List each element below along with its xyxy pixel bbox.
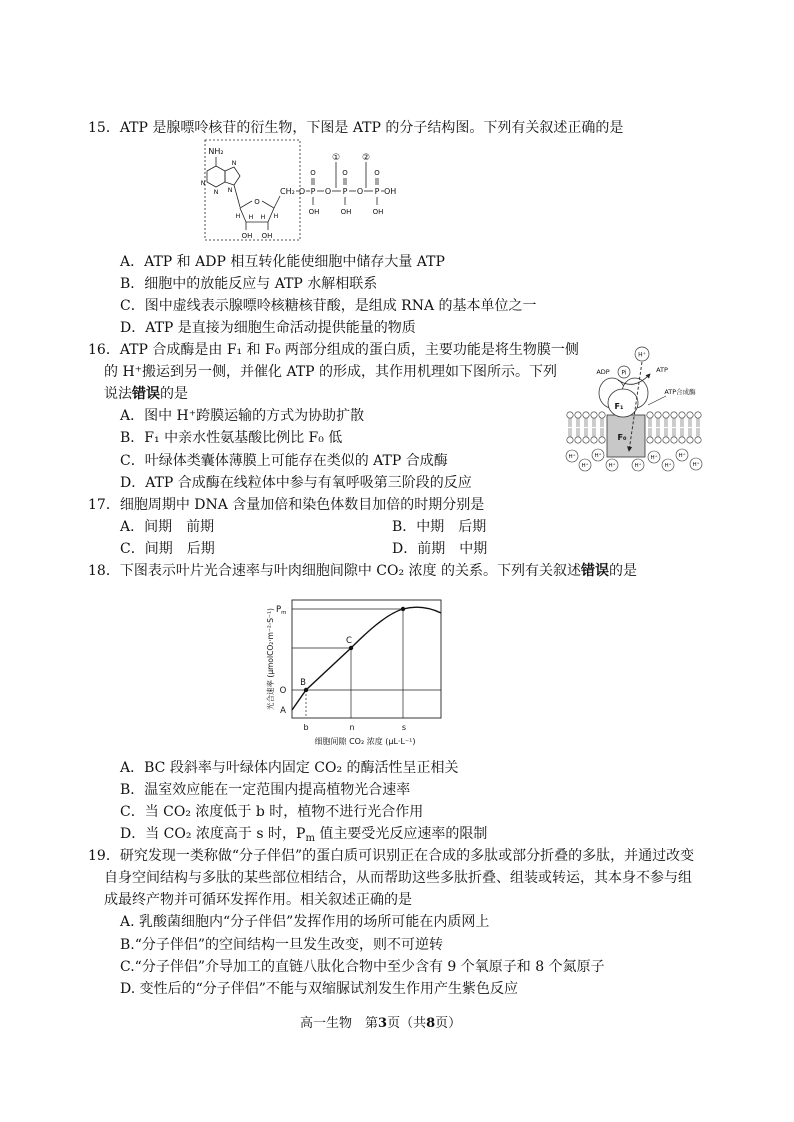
ribose-h-label: H xyxy=(260,213,266,221)
membrane-top-left xyxy=(566,411,606,428)
q18-option-a: A．BC 段斜率与叶绿体内固定 CO₂ 的酶活性呈正相关 xyxy=(120,760,459,776)
q15-option-a: A．ATP 和 ADP 相互转化能使细胞中储存大量 ATP xyxy=(120,254,445,270)
phosphate-oxygen-label: O xyxy=(310,169,316,177)
q17-option-d: D．前期 中期 xyxy=(392,541,488,557)
q19-option-a: A. 乳酸菌细胞内“分子伴侣”发挥作用的场所可能在内质网上 xyxy=(120,914,490,930)
phosphate-oh-label: OH xyxy=(340,208,352,216)
q16-emphasis-word: 错误 xyxy=(132,386,160,402)
phosphate-oh-label: OH xyxy=(372,208,384,216)
pm-label xyxy=(276,605,287,616)
x-axis-label: 细胞间隙 CO₂ 浓度 (μL·L⁻¹) xyxy=(314,737,416,746)
terminal-oh-label: OH xyxy=(384,187,397,196)
membrane-top-right xyxy=(646,411,702,428)
pi-label: Pi xyxy=(621,369,627,377)
q19-option-d: D. 变性后的“分子伴侣”不能与双缩脲试剂发生作用产生紫色反应 xyxy=(120,981,518,997)
phosphorus-label: P xyxy=(310,187,316,196)
ribose-oh-label: OH xyxy=(261,232,273,240)
pm-label-p: P xyxy=(276,605,282,615)
proton-label: H⁺ xyxy=(678,453,686,459)
q16-stem-text: 说法 xyxy=(104,386,132,402)
proton-label: H⁺ xyxy=(581,463,589,469)
page-footer xyxy=(300,1014,461,1034)
footer-text: 页（共 xyxy=(387,1016,427,1031)
phosphorus-label: P xyxy=(342,187,348,196)
proton-label: H⁺ xyxy=(650,455,658,461)
atp-structure-labels xyxy=(201,147,397,240)
q19-stem-line1: 19．研究发现一类称做“分子伴侣”的蛋白质可识别正在合成的多肽或部分折叠的多肽，并通过改变 xyxy=(88,848,695,864)
footer-text: 高一生物 第 xyxy=(300,1016,379,1031)
chart-reference-lines xyxy=(292,609,441,718)
glycosidic-bond xyxy=(234,185,240,207)
q18-option-d-text: D．当 CO₂ 浓度高于 s 时，P xyxy=(120,826,306,842)
phosphate-oh-label: OH xyxy=(308,208,320,216)
q18-option-d-subscript: m xyxy=(305,833,315,844)
nitrogen-label: N xyxy=(231,159,237,167)
q16-stem-text: 的是 xyxy=(160,386,188,402)
high-energy-bond-marker-1: ① xyxy=(331,153,341,163)
q16-option-a: A．图中 H⁺跨膜运输的方式为协助扩散 xyxy=(120,408,365,424)
q15-option-c: C．图中虚线表示腺嘌呤核糖核苷酸，是组成 RNA 的基本单位之一 xyxy=(120,298,537,314)
oxygen-label: O xyxy=(298,187,306,196)
q18-stem-text: 的是 xyxy=(608,563,637,579)
q18-stem-text: 18．下图表示叶片光合速率与叶肉细胞间隙中 CO₂ 浓度 的关系。下列有关叙述 xyxy=(88,563,581,579)
phosphate-oxygen-label: O xyxy=(374,169,380,177)
nitrogen-label: N xyxy=(200,179,206,187)
q19-option-b: B.“分子伴侣”的空间结构一旦发生改变，则不可逆转 xyxy=(120,937,444,953)
proton-label: H⁺ xyxy=(638,351,646,359)
q18-option-d-text: 值主要受光反应速率的限制 xyxy=(314,826,488,842)
point-c xyxy=(349,646,353,650)
tick-label-b: b xyxy=(303,723,309,732)
enzyme-leader-line xyxy=(648,396,666,405)
q17-option-a: A．间期 前期 xyxy=(120,519,215,535)
q15-stem: 15．ATP 是腺嘌呤核苷的衍生物，下图是 ATP 的分子结构图。下列有关叙述正确的是 xyxy=(88,120,624,136)
q16-option-c: C．叶绿体类囊体薄膜上可能存在类似的 ATP 合成酶 xyxy=(120,453,448,469)
q18-stem xyxy=(88,561,637,581)
o-label: O xyxy=(279,686,287,696)
tick-label-s: s xyxy=(401,723,407,732)
chart-frame xyxy=(292,600,441,718)
footer-page-number: 3 xyxy=(378,1016,388,1031)
q19-stem-line3: 成最终产物并可循环发挥作用。相关叙述正确的是 xyxy=(104,892,412,908)
amino-group-label: NH₂ xyxy=(208,147,224,156)
membrane-bottom-right xyxy=(646,427,702,444)
q18-option-d xyxy=(120,824,487,844)
adenine-six-ring xyxy=(207,166,225,187)
q19-stem-line2: 自身空间结构与多肽的某些部位相结合，从而帮助这些多肽折叠、组装或转运，其本身不参与组 xyxy=(104,870,692,886)
pm-label-sub: m xyxy=(281,610,287,616)
b-point-label: B xyxy=(300,678,306,688)
point-peak xyxy=(401,607,405,611)
atp-structure-figure xyxy=(200,138,412,244)
proton-label: H⁺ xyxy=(692,462,700,468)
q16-stem-line2: 的 H⁺搬运到另一侧，并催化 ATP 的形成，其作用机理如下图所示。下列 xyxy=(104,364,558,380)
ch2-label: CH₂ xyxy=(280,187,295,196)
ribose-h-label: H xyxy=(248,213,254,221)
proton-label: H⁺ xyxy=(664,463,672,469)
a-label: A xyxy=(280,706,286,716)
q17-option-c: C．间期 后期 xyxy=(120,541,215,557)
q18-emphasis-word: 错误 xyxy=(580,563,609,579)
proton-label: H⁺ xyxy=(608,463,616,469)
f0-label: F₀ xyxy=(617,433,627,442)
q19-option-c: C.“分子伴侣”介导加工的直链八肽化合物中至少含有 9 个氧原子和 8 个氮原子 xyxy=(120,959,605,975)
q17-option-b: B．中期 后期 xyxy=(392,519,487,535)
membrane-bottom-left xyxy=(566,427,606,444)
ribose-h-label: H xyxy=(235,212,241,220)
adp-label: ADP xyxy=(596,368,610,376)
point-b xyxy=(304,688,308,692)
ribose-h-label: H xyxy=(273,212,279,220)
q17-stem: 17．细胞周期中 DNA 含量加倍和染色体数目加倍的时期分别是 xyxy=(88,497,485,513)
phosphate-oxygen-label: O xyxy=(342,169,348,177)
q16-option-d: D．ATP 合成酶在线粒体中参与有氧呼吸第三阶段的反应 xyxy=(120,475,472,491)
tick-label-n: n xyxy=(349,723,355,732)
photosynthesis-co2-chart xyxy=(236,596,448,750)
adenine-five-ring xyxy=(225,167,240,185)
high-energy-bond-marker-2: ② xyxy=(361,153,371,163)
oxygen-label: O xyxy=(324,187,332,196)
atp-label: ATP xyxy=(656,366,668,374)
q18-option-c: C．当 CO₂ 浓度低于 b 时，植物不进行光合作用 xyxy=(120,804,424,820)
nitrogen-label: N xyxy=(213,188,219,196)
q16-stem-line1: 16．ATP 合成酶是由 F₁ 和 F₀ 两部分组成的蛋白质，主要功能是将生物膜一侧 xyxy=(88,342,579,358)
atp-synthase-figure xyxy=(562,343,708,473)
ch2-bond xyxy=(274,196,280,208)
f1-label: F₁ xyxy=(614,402,624,411)
c-label: C xyxy=(346,636,352,646)
q15-option-b: B．细胞中的放能反应与 ATP 水解相联系 xyxy=(120,276,378,292)
ribose-oxygen-label: O xyxy=(254,198,260,206)
nitrogen-label: N xyxy=(227,186,233,194)
q18-option-b: B．温室效应能在一定范围内提高植物光合速率 xyxy=(120,782,411,798)
footer-page-total: 8 xyxy=(426,1016,436,1031)
footer-text: 页） xyxy=(435,1016,462,1031)
phosphorus-label: P xyxy=(374,187,380,196)
f1-subunit xyxy=(599,378,648,417)
proton-label: H⁺ xyxy=(634,463,642,469)
proton-label: H⁺ xyxy=(594,453,602,459)
q16-stem-line3 xyxy=(104,384,188,404)
y-axis-label: 光合速率 (μmolCO₂·m⁻²·S⁻¹) xyxy=(266,608,275,710)
q16-option-b: B．F₁ 中亲水性氨基酸比例比 F₀ 低 xyxy=(120,430,343,446)
q15-option-d: D．ATP 是直接为细胞生命活动提供能量的物质 xyxy=(120,320,416,336)
oxygen-label: O xyxy=(356,187,364,196)
photosynthesis-curve xyxy=(292,607,441,710)
proton-label: H⁺ xyxy=(568,454,576,460)
ribose-oh-label: OH xyxy=(241,232,253,240)
atp-synthase-label: ATP合成酶 xyxy=(664,388,696,396)
